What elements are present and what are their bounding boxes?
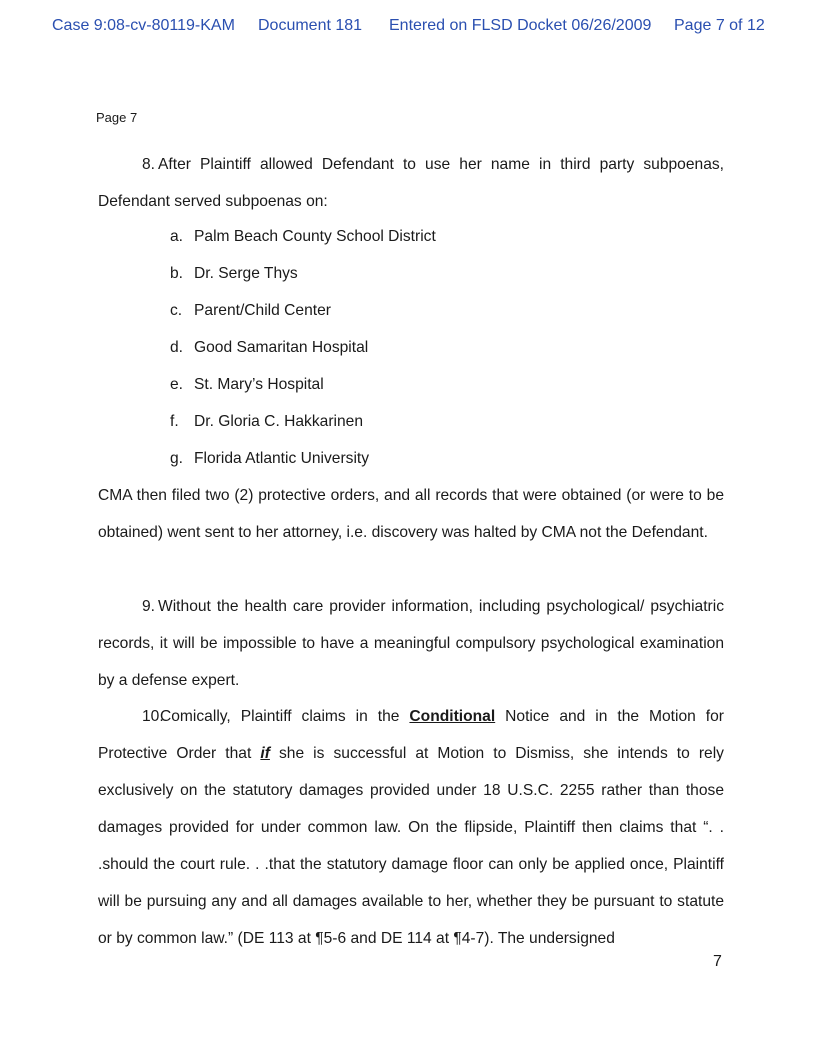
paragraph-10-number: 10.	[142, 708, 164, 725]
list-item-text: Florida Atlantic University	[194, 450, 370, 467]
header-document-number: Document 181	[258, 17, 363, 34]
list-item	[170, 263, 436, 300]
paragraph-10-text-b: Notice and in the Motion for Protective Order that	[98, 708, 724, 762]
conditional-emphasis: Conditional	[409, 708, 496, 725]
list-item-marker: f.	[170, 413, 179, 430]
paragraph-8-closing: CMA then filed two (2) protective orders, and all records that were obtained (or were to be obtained) went sent to her attorney, i.e. discovery was halted by CMA not the Defendant.	[98, 487, 724, 541]
paragraph-10	[98, 698, 724, 957]
paragraph-9-text: Without the health care provider information, including psychological/ psychiatric records, it will be impossible to have a meaningful compulsory psychological examination by a defense expert.	[98, 598, 724, 689]
paragraph-10-text-a: Comically, Plaintiff claims in the	[160, 708, 400, 725]
list-item	[170, 374, 436, 411]
paragraph-10-text-c: she is successful at Motion to Dismiss, she intends to rely exclusively on the statutory damages provided under 18 U.S.C. 2255 rather than those damages provided for under common law. On the flipside, Plaintiff then claims that “. . .should the court rule. . .that the statutory damage floor can only be applied once, Plaintiff will be pursuing any and all damages available to her, whether they be pursuant to statute or by common law.” (DE 113 at ¶5-6 and DE 114 at ¶4-7). The undersigned	[98, 745, 724, 947]
list-item-marker: e.	[170, 376, 184, 393]
list-item-text: St. Mary’s Hospital	[194, 376, 324, 393]
list-item	[170, 226, 436, 263]
header-page-count: Page 7 of 12	[674, 17, 765, 34]
list-item-text: Palm Beach County School District	[194, 228, 436, 245]
list-item	[170, 411, 436, 448]
list-item-text: Parent/Child Center	[194, 302, 331, 319]
paragraph-9-number: 9.	[142, 598, 156, 615]
paragraph-8-number: 8.	[142, 156, 156, 173]
list-item-marker: b.	[170, 265, 184, 282]
list-item	[170, 300, 436, 337]
list-item-text: Good Samaritan Hospital	[194, 339, 369, 356]
list-item	[170, 337, 436, 374]
paragraph-9	[98, 588, 724, 699]
list-item-marker: g.	[170, 450, 184, 467]
subpoena-list	[170, 226, 436, 485]
page-label: Page 7	[96, 110, 138, 125]
header-case-number: Case 9:08-cv-80119-KAM	[52, 17, 235, 34]
list-item-marker: c.	[170, 302, 183, 319]
list-item-text: Dr. Serge Thys	[194, 265, 298, 282]
list-item-marker: a.	[170, 228, 184, 245]
page-number: 7	[713, 953, 722, 970]
paragraph-8-intro: After Plaintiff allowed Defendant to use her name in third party subpoenas, Defendant served subpoenas on:	[98, 156, 724, 210]
docket-header	[0, 17, 816, 39]
if-emphasis: if	[260, 745, 270, 762]
paragraph-8	[98, 146, 724, 220]
header-entered-date: Entered on FLSD Docket 06/26/2009	[389, 17, 652, 34]
list-item-marker: d.	[170, 339, 184, 356]
list-item-text: Dr. Gloria C. Hakkarinen	[194, 413, 363, 430]
